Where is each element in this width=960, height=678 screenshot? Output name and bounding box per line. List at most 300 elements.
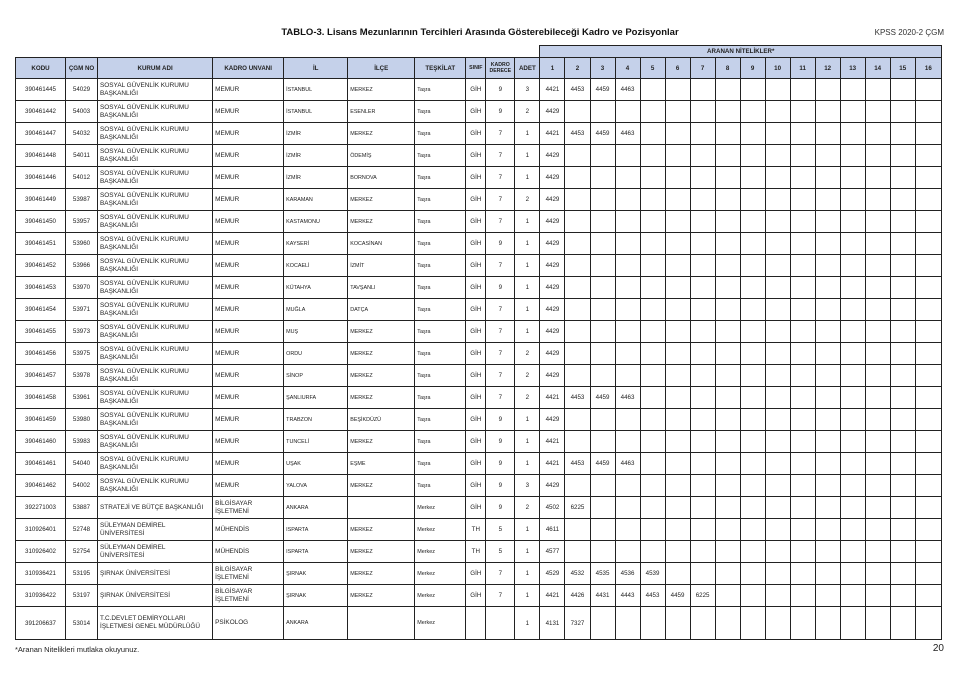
cell-nitelik-10	[765, 453, 790, 475]
cell-nitelik-7	[690, 453, 715, 475]
cell-nitelik-2	[565, 299, 590, 321]
cell-nitelik-15	[890, 79, 915, 101]
cell-sinif: GİH	[466, 387, 486, 409]
cell-unvan: PSİKOLOG	[213, 607, 284, 640]
cell-nitelik-6	[665, 211, 690, 233]
cell-nitelik-6	[665, 145, 690, 167]
cell-nitelik-14	[865, 299, 890, 321]
cell-nitelik-11	[790, 563, 815, 585]
column-header: 8	[715, 58, 740, 79]
cell-unvan: MEMUR	[213, 277, 284, 299]
cell-nitelik-4	[615, 607, 640, 640]
table-row	[16, 277, 942, 299]
cell-derece: 7	[486, 563, 515, 585]
cell-kurum: SOSYAL GÜVENLİK KURUMU BAŞKANLIĞI	[98, 343, 213, 365]
cell-cgm: 52754	[66, 541, 98, 563]
cell-il: ŞIRNAK	[284, 585, 348, 607]
cell-il: ANKARA	[284, 607, 348, 640]
cell-nitelik-6	[665, 541, 690, 563]
table-row	[16, 431, 942, 453]
cell-nitelik-5: 4453	[640, 585, 665, 607]
column-header: KADRO DERECE	[486, 58, 515, 79]
cell-nitelik-10	[765, 277, 790, 299]
cell-nitelik-7	[690, 607, 715, 640]
cell-il: İZMİR	[284, 167, 348, 189]
cell-nitelik-1: 4429	[540, 365, 565, 387]
cell-nitelik-7	[690, 563, 715, 585]
cell-nitelik-12	[815, 541, 840, 563]
cell-kurum: SOSYAL GÜVENLİK KURUMU BAŞKANLIĞI	[98, 387, 213, 409]
table-row	[16, 497, 942, 519]
cell-nitelik-11	[790, 409, 815, 431]
cell-nitelik-5	[640, 255, 665, 277]
cell-nitelik-15	[890, 431, 915, 453]
table-row	[16, 343, 942, 365]
cell-nitelik-14	[865, 79, 890, 101]
page-number: 20	[932, 643, 944, 654]
cell-nitelik-11	[790, 211, 815, 233]
cell-unvan: MEMUR	[213, 101, 284, 123]
cell-nitelik-3	[590, 431, 615, 453]
cell-nitelik-12	[815, 343, 840, 365]
cell-sinif: GİH	[466, 211, 486, 233]
cell-teskilat: Taşra	[415, 343, 466, 365]
cell-derece: 5	[486, 519, 515, 541]
cell-nitelik-8	[715, 321, 740, 343]
cell-nitelik-3	[590, 519, 615, 541]
cell-nitelik-16	[915, 497, 941, 519]
cell-nitelik-1: 4429	[540, 167, 565, 189]
column-header: 1	[540, 58, 565, 79]
positions-table	[15, 45, 942, 640]
cell-cgm: 54003	[66, 101, 98, 123]
cell-nitelik-9	[740, 299, 765, 321]
cell-derece: 9	[486, 409, 515, 431]
cell-nitelik-9	[740, 431, 765, 453]
cell-nitelik-3	[590, 255, 615, 277]
cell-nitelik-6	[665, 409, 690, 431]
cell-sinif: GİH	[466, 167, 486, 189]
cell-nitelik-16	[915, 79, 941, 101]
cell-nitelik-14	[865, 277, 890, 299]
cell-teskilat: Taşra	[415, 365, 466, 387]
cell-ilce	[348, 607, 415, 640]
cell-unvan: MÜHENDİS	[213, 541, 284, 563]
cell-nitelik-9	[740, 277, 765, 299]
cell-adet: 1	[515, 233, 540, 255]
cell-nitelik-15	[890, 299, 915, 321]
cell-nitelik-15	[890, 167, 915, 189]
cell-nitelik-8	[715, 79, 740, 101]
cell-nitelik-2	[565, 145, 590, 167]
cell-nitelik-8	[715, 343, 740, 365]
cell-nitelik-11	[790, 233, 815, 255]
cell-nitelik-1: 4421	[540, 585, 565, 607]
cell-nitelik-14	[865, 189, 890, 211]
cell-nitelik-1: 4529	[540, 563, 565, 585]
cell-unvan: BİLGİSAYAR İŞLETMENİ	[213, 585, 284, 607]
cell-nitelik-4	[615, 541, 640, 563]
cell-nitelik-3	[590, 541, 615, 563]
cell-cgm: 53983	[66, 431, 98, 453]
header-spacer	[16, 46, 540, 58]
cell-derece: 7	[486, 255, 515, 277]
cell-nitelik-9	[740, 475, 765, 497]
cell-nitelik-5	[640, 453, 665, 475]
cell-nitelik-3	[590, 497, 615, 519]
cell-nitelik-14	[865, 365, 890, 387]
cell-nitelik-4	[615, 431, 640, 453]
cell-derece: 9	[486, 233, 515, 255]
cell-il: ANKARA	[284, 497, 348, 519]
cell-nitelik-16	[915, 255, 941, 277]
cell-kodu: 390461447	[16, 123, 66, 145]
cell-adet: 1	[515, 453, 540, 475]
cell-kurum: SOSYAL GÜVENLİK KURUMU BAŞKANLIĞI	[98, 277, 213, 299]
cell-nitelik-13	[840, 475, 865, 497]
cell-nitelik-13	[840, 519, 865, 541]
cell-nitelik-6	[665, 343, 690, 365]
cell-sinif: GİH	[466, 145, 486, 167]
cell-adet: 2	[515, 365, 540, 387]
cell-nitelik-7	[690, 409, 715, 431]
cell-nitelik-15	[890, 387, 915, 409]
cell-kodu: 310936421	[16, 563, 66, 585]
cell-nitelik-5	[640, 211, 665, 233]
cell-nitelik-13	[840, 431, 865, 453]
table-row	[16, 79, 942, 101]
cell-nitelik-16	[915, 233, 941, 255]
cell-nitelik-7	[690, 211, 715, 233]
cell-cgm: 54032	[66, 123, 98, 145]
cell-nitelik-8	[715, 607, 740, 640]
column-header: 7	[690, 58, 715, 79]
cell-nitelik-13	[840, 387, 865, 409]
cell-ilce: KOCASİNAN	[348, 233, 415, 255]
cell-nitelik-8	[715, 189, 740, 211]
cell-kurum: SOSYAL GÜVENLİK KURUMU BAŞKANLIĞI	[98, 299, 213, 321]
cell-unvan: MEMUR	[213, 453, 284, 475]
cell-sinif: TH	[466, 519, 486, 541]
cell-kurum: SOSYAL GÜVENLİK KURUMU BAŞKANLIĞI	[98, 475, 213, 497]
cell-nitelik-16	[915, 387, 941, 409]
exam-code: KPSS 2020-2 ÇGM	[874, 28, 944, 37]
cell-nitelik-16	[915, 277, 941, 299]
cell-nitelik-8	[715, 519, 740, 541]
cell-kurum: ŞIRNAK ÜNİVERSİTESİ	[98, 563, 213, 585]
cell-nitelik-7	[690, 321, 715, 343]
cell-il: İZMİR	[284, 123, 348, 145]
cell-nitelik-15	[890, 277, 915, 299]
cell-il: KARAMAN	[284, 189, 348, 211]
cell-nitelik-7	[690, 101, 715, 123]
cell-unvan: MEMUR	[213, 321, 284, 343]
cell-nitelik-13	[840, 453, 865, 475]
cell-kodu: 390461458	[16, 387, 66, 409]
cell-nitelik-11	[790, 497, 815, 519]
cell-il: ORDU	[284, 343, 348, 365]
cell-nitelik-14	[865, 607, 890, 640]
cell-nitelik-16	[915, 475, 941, 497]
cell-nitelik-7	[690, 299, 715, 321]
cell-nitelik-8	[715, 475, 740, 497]
cell-kodu: 390461459	[16, 409, 66, 431]
cell-nitelik-4: 4463	[615, 453, 640, 475]
cell-nitelik-12	[815, 101, 840, 123]
cell-nitelik-4: 4463	[615, 387, 640, 409]
cell-nitelik-14	[865, 431, 890, 453]
cell-kodu: 392271003	[16, 497, 66, 519]
cell-nitelik-11	[790, 145, 815, 167]
cell-nitelik-14	[865, 123, 890, 145]
cell-il: YALOVA	[284, 475, 348, 497]
cell-sinif: GİH	[466, 299, 486, 321]
cell-nitelik-15	[890, 123, 915, 145]
cell-nitelik-12	[815, 475, 840, 497]
cell-nitelik-3	[590, 365, 615, 387]
cell-nitelik-3	[590, 189, 615, 211]
cell-nitelik-3	[590, 475, 615, 497]
column-header-row	[16, 58, 942, 79]
cell-teskilat: Taşra	[415, 321, 466, 343]
cell-nitelik-3	[590, 321, 615, 343]
cell-nitelik-10	[765, 189, 790, 211]
cell-nitelik-4	[615, 233, 640, 255]
cell-nitelik-7	[690, 387, 715, 409]
column-header: 6	[665, 58, 690, 79]
cell-sinif: GİH	[466, 79, 486, 101]
cell-nitelik-10	[765, 409, 790, 431]
cell-ilce: MERKEZ	[348, 79, 415, 101]
cell-kodu: 390461453	[16, 277, 66, 299]
cell-nitelik-15	[890, 475, 915, 497]
cell-nitelik-15	[890, 453, 915, 475]
cell-nitelik-8	[715, 453, 740, 475]
cell-nitelik-2: 4453	[565, 123, 590, 145]
cell-nitelik-11	[790, 607, 815, 640]
cell-nitelik-8	[715, 299, 740, 321]
cell-teskilat: Merkez	[415, 585, 466, 607]
cell-teskilat: Merkez	[415, 607, 466, 640]
table-row	[16, 541, 942, 563]
cell-nitelik-9	[740, 211, 765, 233]
table-row	[16, 167, 942, 189]
cell-derece: 7	[486, 299, 515, 321]
cell-cgm: 53966	[66, 255, 98, 277]
cell-nitelik-7	[690, 475, 715, 497]
cell-nitelik-16	[915, 453, 941, 475]
cell-ilce: BEŞİKDÜZÜ	[348, 409, 415, 431]
cell-cgm: 53197	[66, 585, 98, 607]
table-row	[16, 365, 942, 387]
table-row	[16, 101, 942, 123]
cell-ilce	[348, 497, 415, 519]
cell-kurum: SOSYAL GÜVENLİK KURUMU BAŞKANLIĞI	[98, 255, 213, 277]
column-header: 9	[740, 58, 765, 79]
cell-ilce: ÖDEMİŞ	[348, 145, 415, 167]
column-header: 11	[790, 58, 815, 79]
cell-nitelik-9	[740, 101, 765, 123]
cell-adet: 1	[515, 585, 540, 607]
table-row	[16, 409, 942, 431]
cell-nitelik-4	[615, 321, 640, 343]
page-title: TABLO-3. Lisans Mezunlarının Tercihleri Arasında Gösterebileceği Kadro ve Pozisyonlar	[281, 27, 679, 38]
cell-nitelik-7	[690, 123, 715, 145]
cell-nitelik-7: 6225	[690, 585, 715, 607]
cell-nitelik-12	[815, 299, 840, 321]
cell-derece: 9	[486, 475, 515, 497]
cell-il: KOCAELİ	[284, 255, 348, 277]
cell-nitelik-15	[890, 519, 915, 541]
cell-nitelik-6	[665, 167, 690, 189]
cell-nitelik-11	[790, 79, 815, 101]
cell-nitelik-9	[740, 563, 765, 585]
cell-nitelik-3	[590, 409, 615, 431]
cell-nitelik-6	[665, 607, 690, 640]
cell-nitelik-1: 4421	[540, 123, 565, 145]
cell-nitelik-14	[865, 541, 890, 563]
cell-nitelik-11	[790, 585, 815, 607]
cell-nitelik-12	[815, 453, 840, 475]
cell-nitelik-6	[665, 321, 690, 343]
cell-teskilat: Taşra	[415, 167, 466, 189]
cell-derece: 5	[486, 541, 515, 563]
cell-adet: 2	[515, 101, 540, 123]
cell-nitelik-2	[565, 211, 590, 233]
cell-nitelik-5	[640, 475, 665, 497]
cell-kodu: 390461442	[16, 101, 66, 123]
cell-teskilat: Taşra	[415, 409, 466, 431]
cell-nitelik-13	[840, 277, 865, 299]
cell-nitelik-2	[565, 409, 590, 431]
cell-nitelik-8	[715, 145, 740, 167]
cell-nitelik-4	[615, 519, 640, 541]
table-row	[16, 255, 942, 277]
cell-nitelik-14	[865, 453, 890, 475]
cell-cgm: 53195	[66, 563, 98, 585]
cell-nitelik-16	[915, 365, 941, 387]
cell-adet: 1	[515, 277, 540, 299]
cell-kurum: SOSYAL GÜVENLİK KURUMU BAŞKANLIĞI	[98, 409, 213, 431]
cell-nitelik-2: 4532	[565, 563, 590, 585]
cell-nitelik-1: 4429	[540, 101, 565, 123]
cell-il: MUĞLA	[284, 299, 348, 321]
cell-nitelik-13	[840, 123, 865, 145]
cell-adet: 2	[515, 189, 540, 211]
cell-derece: 9	[486, 431, 515, 453]
table-row	[16, 475, 942, 497]
cell-nitelik-8	[715, 167, 740, 189]
cell-unvan: MEMUR	[213, 387, 284, 409]
cell-nitelik-12	[815, 189, 840, 211]
cell-nitelik-11	[790, 299, 815, 321]
cell-nitelik-12	[815, 519, 840, 541]
cell-il: TUNCELİ	[284, 431, 348, 453]
cell-adet: 2	[515, 343, 540, 365]
cell-nitelik-12	[815, 321, 840, 343]
cell-nitelik-5	[640, 145, 665, 167]
cell-unvan: MEMUR	[213, 431, 284, 453]
cell-nitelik-15	[890, 607, 915, 640]
cell-nitelik-16	[915, 607, 941, 640]
cell-nitelik-10	[765, 299, 790, 321]
cell-nitelik-12	[815, 79, 840, 101]
cell-kurum: T.C.DEVLET DEMİRYOLLARI İŞLETMESİ GENEL MÜDÜRLÜĞÜ	[98, 607, 213, 640]
cell-kodu: 390461462	[16, 475, 66, 497]
cell-nitelik-16	[915, 101, 941, 123]
cell-nitelik-1: 4429	[540, 409, 565, 431]
cell-derece: 9	[486, 101, 515, 123]
cell-nitelik-10	[765, 101, 790, 123]
cell-nitelik-8	[715, 365, 740, 387]
cell-nitelik-4	[615, 101, 640, 123]
cell-nitelik-14	[865, 387, 890, 409]
cell-teskilat: Taşra	[415, 145, 466, 167]
column-header: 13	[840, 58, 865, 79]
cell-unvan: BİLGİSAYAR İŞLETMENİ	[213, 497, 284, 519]
table-row	[16, 585, 942, 607]
cell-unvan: MEMUR	[213, 233, 284, 255]
cell-nitelik-8	[715, 497, 740, 519]
cell-nitelik-13	[840, 211, 865, 233]
cell-kodu: 390461460	[16, 431, 66, 453]
cell-nitelik-14	[865, 563, 890, 585]
cell-adet: 1	[515, 211, 540, 233]
cell-ilce: MERKEZ	[348, 475, 415, 497]
cell-ilce: DATÇA	[348, 299, 415, 321]
cell-nitelik-15	[890, 101, 915, 123]
cell-sinif: GİH	[466, 431, 486, 453]
cell-nitelik-2	[565, 541, 590, 563]
cell-unvan: MEMUR	[213, 123, 284, 145]
column-header: ÇGM NO	[66, 58, 98, 79]
cell-nitelik-16	[915, 563, 941, 585]
cell-nitelik-12	[815, 211, 840, 233]
cell-nitelik-16	[915, 299, 941, 321]
cell-nitelik-1: 4502	[540, 497, 565, 519]
cell-nitelik-6	[665, 519, 690, 541]
cell-nitelik-10	[765, 585, 790, 607]
cell-unvan: MÜHENDİS	[213, 519, 284, 541]
cell-nitelik-4	[615, 299, 640, 321]
cell-nitelik-7	[690, 233, 715, 255]
cell-nitelik-15	[890, 321, 915, 343]
cell-nitelik-16	[915, 167, 941, 189]
cell-teskilat: Merkez	[415, 563, 466, 585]
cell-cgm: 54040	[66, 453, 98, 475]
cell-ilce: MERKEZ	[348, 321, 415, 343]
cell-nitelik-5	[640, 409, 665, 431]
cell-nitelik-12	[815, 167, 840, 189]
cell-cgm: 53887	[66, 497, 98, 519]
cell-il: İZMİR	[284, 145, 348, 167]
cell-cgm: 53014	[66, 607, 98, 640]
cell-kodu: 390461457	[16, 365, 66, 387]
cell-ilce: MERKEZ	[348, 343, 415, 365]
cell-unvan: MEMUR	[213, 475, 284, 497]
cell-nitelik-13	[840, 585, 865, 607]
cell-nitelik-15	[890, 145, 915, 167]
cell-nitelik-3: 4459	[590, 387, 615, 409]
cell-derece: 7	[486, 145, 515, 167]
cell-nitelik-14	[865, 211, 890, 233]
cell-adet: 3	[515, 475, 540, 497]
cell-ilce: BORNOVA	[348, 167, 415, 189]
cell-nitelik-2	[565, 431, 590, 453]
table-row	[16, 233, 942, 255]
cell-teskilat: Taşra	[415, 387, 466, 409]
cell-nitelik-8	[715, 101, 740, 123]
